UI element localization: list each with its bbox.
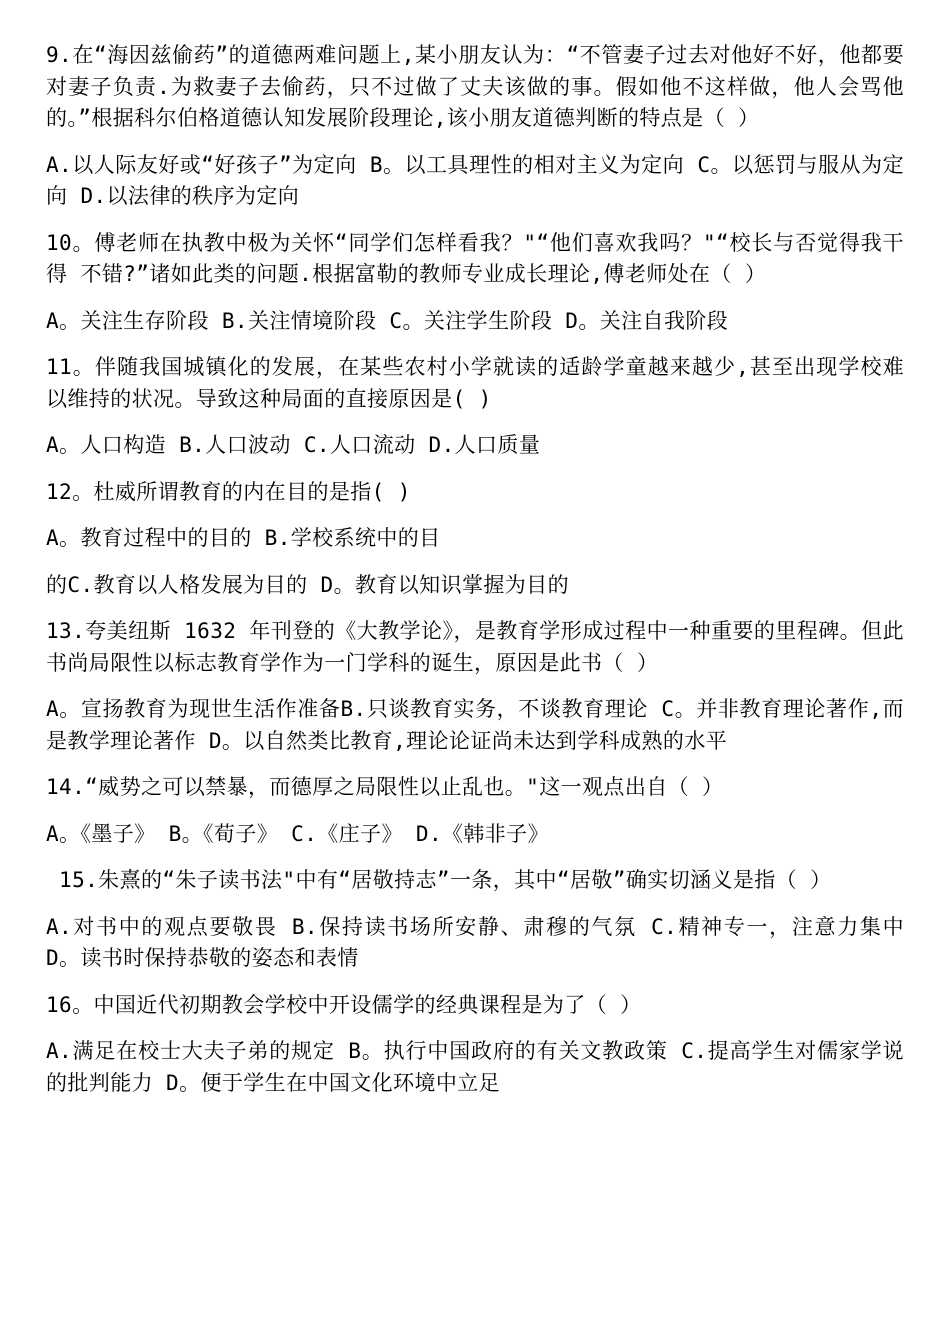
question-12: 12。杜威所谓教育的内在目的是指( ) (46, 479, 411, 504)
question-13-options: A。宣扬教育为现世生活作准备B.只谈教育实务，不谈教育理论 C。并非教育理论著作,而是教学理论著作 D。以自然类比教育,理论论证尚未达到学科成熟的水平 (46, 697, 904, 753)
question-9: 9.在“海因兹偷药”的道德两难问题上,某小朋友认为：“不管妻子过去对他好不好，他都要 对妻子负责.为救妻子去偷药，只不过做了丈夫该做的事。假如他不这样做，他人会骂他 的。”根据科尔伯格道德认知发展阶段理论,该小朋友道德判断的特点是（ ） (46, 43, 918, 130)
question-15-options: A.对书中的观点要敬畏 B.保持读书场所安静、肃穆的气氛 C.精神专一，注意力集中 D。读书时保持恭敬的姿态和表情 (46, 914, 918, 970)
question-12-options-part1: A。教育过程中的目的 B.学校系统中的目 (46, 526, 441, 550)
question-15: 15.朱熹的“朱子读书法"中有“居敬持志”一条，其中“居敬”确实切涵义是指（ ） (46, 868, 832, 892)
question-9-options: A.以人际友好或“好孩子”为定向 B。以工具理性的相对主义为定向 C。以惩罚与服从为定向 D.以法律的秩序为定向 (46, 152, 904, 208)
question-16: 16。中国近代初期教会学校中开设儒学的经典课程是为了（ ） (46, 992, 642, 1017)
question-11: 11。伴随我国城镇化的发展，在某些农村小学就读的适龄学童越来越少,甚至出现学校难 以维持的状况。导致这种局面的直接原因是( ) (46, 355, 918, 411)
question-10: 10。傅老师在执教中极为关怀“同学们怎样看我？"“他们喜欢我吗？"“校长与否觉得我干得 不错?”诸如此类的问题.根据富勒的教师专业成长理论,傅老师处在（ ） (46, 230, 904, 286)
document-page (46, 40, 918, 1114)
question-16-options: A.满足在校士大夫子弟的规定 B。执行中国政府的有关文教政策 C.提高学生对儒家学说的批判能力 D。便于学生在中国文化环境中立足 (46, 1039, 904, 1095)
question-14-options: A。《墨子》 B。《荀子》 C.《庄子》 D.《韩非子》 (46, 821, 549, 846)
question-11-options: A。人口构造 B.人口波动 C.人口流动 D.人口质量 (46, 433, 541, 457)
question-14: 14.“威势之可以禁暴，而德厚之局限性以止乱也。"这一观点出自（ ） (46, 775, 724, 799)
question-10-options: A。关注生存阶段 B.关注情境阶段 C。关注学生阶段 D。关注自我阶段 (46, 308, 729, 333)
question-13: 13.夸美纽斯 1632 年刊登的《大教学论》，是教育学形成过程中一种重要的里程碑。但此 书尚局限性以标志教育学作为一门学科的诞生，原因是此书（ ） (46, 619, 918, 675)
question-12-options-part2: 的C.教育以人格发展为目的 D。教育以知识掌握为目的 (46, 572, 569, 597)
